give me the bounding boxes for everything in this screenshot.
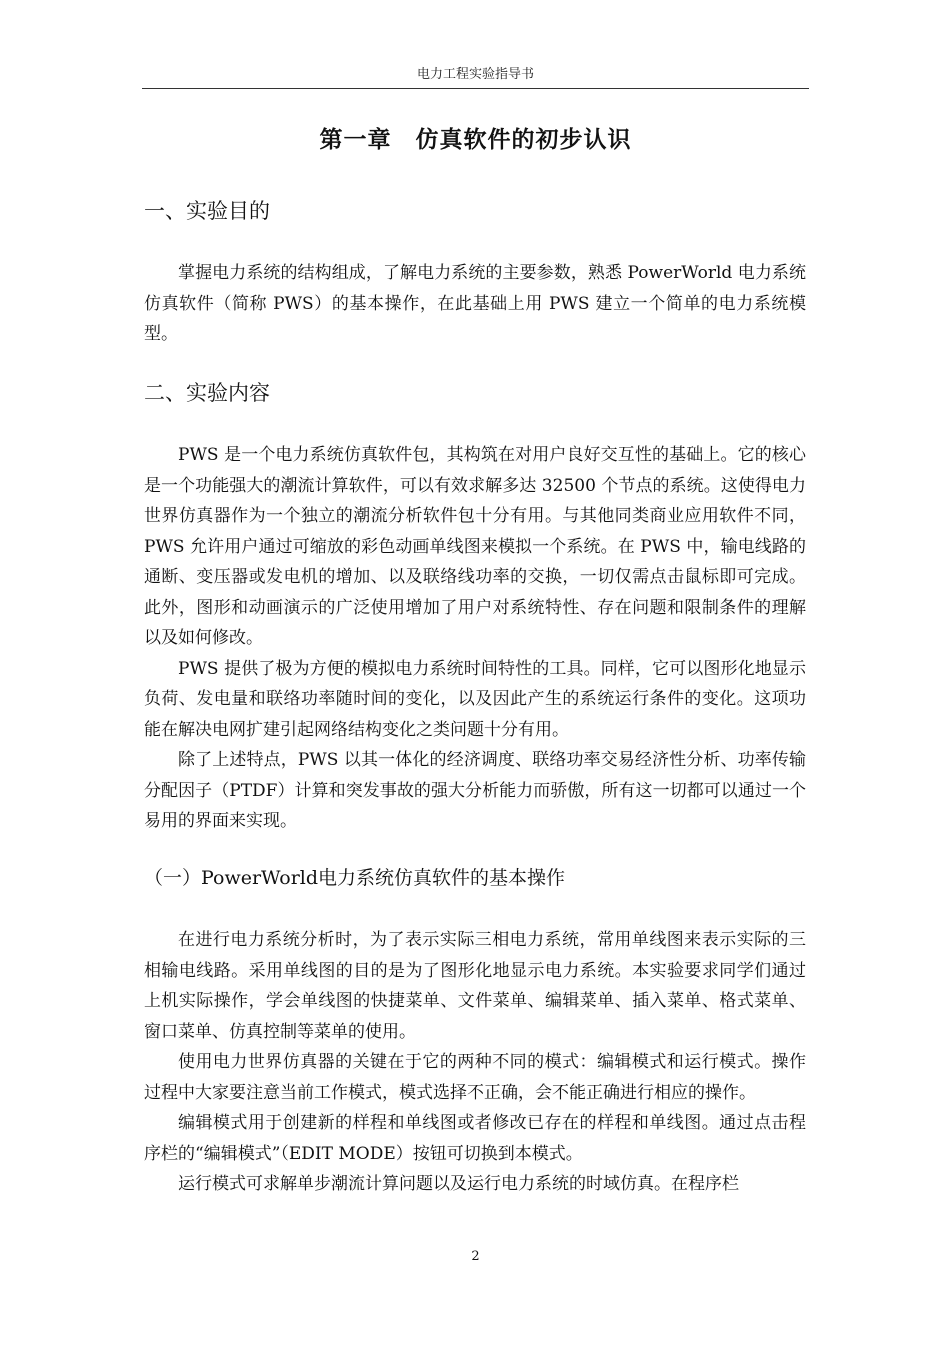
chapter-title: 第一章 仿真软件的初步认识	[319, 126, 632, 153]
section-content-body	[144, 440, 806, 837]
paragraph: 运行模式可求解单步潮流计算问题以及运行电力系统的时域仿真。在程序栏	[178, 1174, 739, 1194]
paragraph: PWS 提供了极为方便的模拟电力系统时间特性的工具。同样，它可以图形化地显示负荷、发电量和联络功率随时间的变化，以及因此产生的系统运行条件的变化。这项功能在解决电网扩建引起网络结构变化之类问题十分有用。	[144, 658, 806, 740]
paragraph: 编辑模式用于创建新的样程和单线图或者修改已存在的样程和单线图。通过点击程序栏的“编辑模式”（EDIT MODE）按钮可切换到本模式。	[144, 1113, 806, 1164]
section-heading-purpose: 一、实验目的	[144, 199, 270, 223]
running-header-title: 电力工程实验指导书	[416, 67, 534, 82]
paragraph: 使用电力世界仿真器的关键在于它的两种不同的模式：编辑模式和运行模式。操作过程中大家要注意当前工作模式，模式选择不正确，会不能正确进行相应的操作。	[144, 1052, 806, 1103]
paragraph: 除了上述特点，PWS 以其一体化的经济调度、联络功率交易经济性分析、功率传输分配因子（PTDF）计算和突发事故的强大分析能力而骄傲，所有这一切都可以通过一个易用的界面来实现。	[144, 750, 806, 831]
paragraph: 掌握电力系统的结构组成，了解电力系统的主要参数，熟悉 PowerWorld 电力系统仿真软件（简称 PWS）的基本操作，在此基础上用 PWS 建立一个简单的电力系统模型。	[144, 263, 806, 344]
paragraph: 在进行电力系统分析时，为了表示实际三相电力系统，常用单线图来表示实际的三相输电线路。采用单线图的目的是为了图形化地显示电力系统。本实验要求同学们通过上机实际操作，学会单线图的快捷菜单、文件菜单、编辑菜单、插入菜单、格式菜单、窗口菜单、仿真控制等菜单的使用。	[144, 930, 806, 1042]
section-heading-content: 二、实验内容	[144, 381, 270, 405]
section-purpose-body	[144, 258, 806, 350]
subsection-basic-operation-body	[144, 925, 806, 1200]
paragraph: PWS 是一个电力系统仿真软件包，其构筑在对用户良好交互性的基础上。它的核心是一个功能强大的潮流计算软件，可以有效求解多达 32500 个节点的系统。这使得电力世界仿真器作为一个独立的潮流分析软件包十分有用。与其他同类商业应用软件不同，PWS 允许用户通过可缩放的彩色动画单线图来模拟一个系统。在 PWS 中，输电线路的通断、变压器或发电机的增加、以及联络线功率的交换，一切仅需点击鼠标即可完成。此外，图形和动画演示的广泛使用增加了用户对系统特性、存在问题和限制条件的理解以及如何修改。	[144, 445, 806, 648]
running-header	[142, 66, 809, 89]
subsection-heading-basic-operation: （一）PowerWorld电力系统仿真软件的基本操作	[144, 867, 566, 889]
page-number: 2	[471, 1249, 480, 1264]
